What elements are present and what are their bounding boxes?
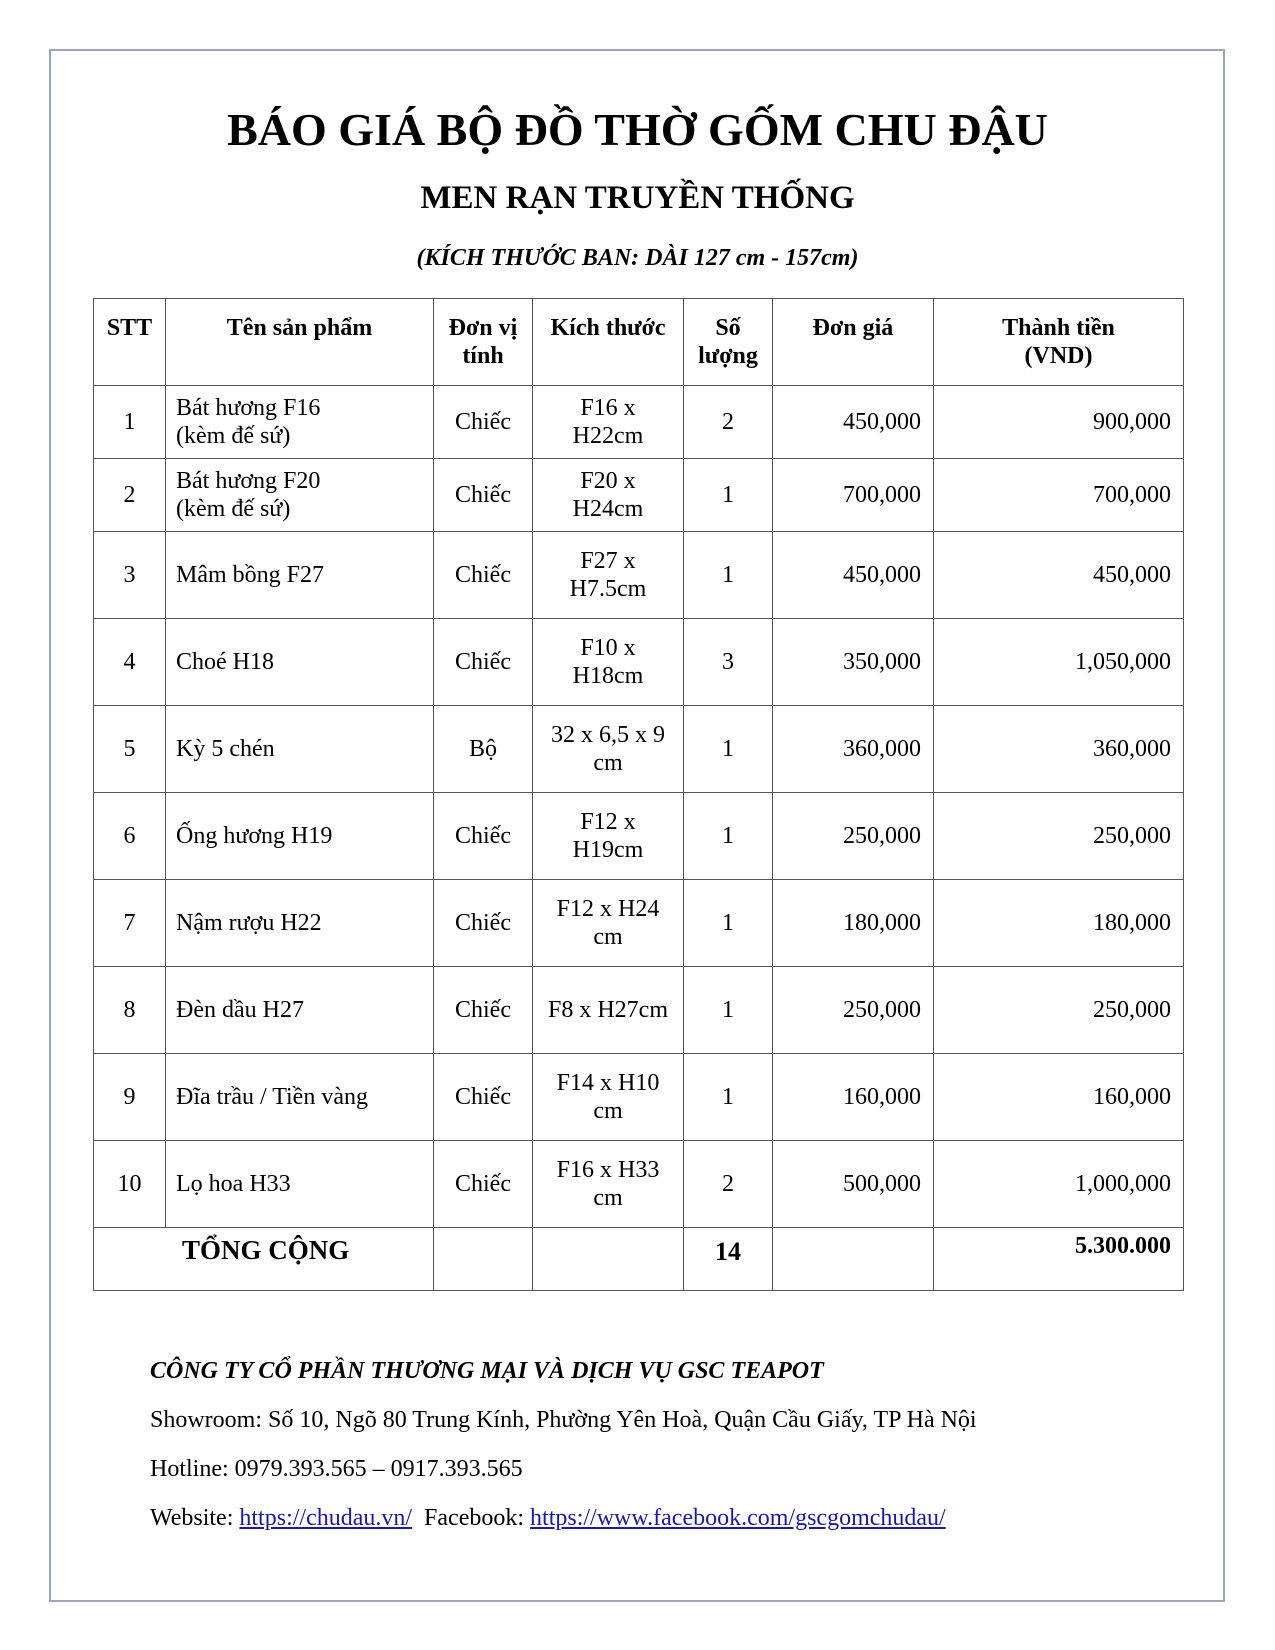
cell-size-text: cm xyxy=(593,924,623,950)
cell-unit-text: Chiếc xyxy=(455,562,511,588)
cell-stt xyxy=(94,386,166,459)
cell-unit-text: Chiếc xyxy=(455,823,511,849)
cell-line-total xyxy=(934,1141,1184,1228)
cell-qty xyxy=(684,967,773,1054)
web-links xyxy=(150,1502,977,1534)
cell-qty xyxy=(684,793,773,880)
cell-unit-price xyxy=(773,706,934,793)
cell-line-total-text: 250,000 xyxy=(1093,997,1171,1023)
table-row xyxy=(94,706,1184,793)
cell-qty xyxy=(684,619,773,706)
table-row xyxy=(94,880,1184,967)
cell-size-text: F16 x xyxy=(580,395,636,421)
cell-unit-price xyxy=(773,1141,934,1228)
cell-size xyxy=(533,1054,684,1141)
cell-stt xyxy=(94,967,166,1054)
cell-line-total xyxy=(934,532,1184,619)
cell-product-name xyxy=(166,1054,434,1141)
total-empty-size xyxy=(533,1228,684,1291)
cell-unit-text: Chiếc xyxy=(455,482,511,508)
cell-unit xyxy=(434,619,533,706)
cell-unit xyxy=(434,793,533,880)
cell-unit-text: Chiếc xyxy=(455,910,511,936)
cell-product-name-text: Kỳ 5 chén xyxy=(176,736,275,762)
cell-size-text: cm xyxy=(593,750,623,776)
cell-size-text: 32 x 6,5 x 9 xyxy=(551,722,665,748)
cell-stt-text: 1 xyxy=(123,409,136,435)
cell-stt xyxy=(94,459,166,532)
cell-qty-text: 1 xyxy=(722,482,734,508)
cell-stt xyxy=(94,1141,166,1228)
cell-size-text: H18cm xyxy=(572,663,644,689)
cell-product-name xyxy=(166,967,434,1054)
table-row xyxy=(94,967,1184,1054)
cell-line-total-text: 1,050,000 xyxy=(1075,649,1171,675)
total-amount: 5.300.000 xyxy=(934,1228,1184,1291)
cell-unit-price-text: 250,000 xyxy=(843,997,921,1023)
cell-qty xyxy=(684,386,773,459)
cell-stt xyxy=(94,532,166,619)
cell-stt xyxy=(94,1054,166,1141)
cell-unit-text: Chiếc xyxy=(455,649,511,675)
company-footer xyxy=(150,1355,977,1534)
cell-line-total-text: 180,000 xyxy=(1093,910,1171,936)
total-qty: 14 xyxy=(684,1228,773,1291)
table-header-row xyxy=(94,299,1184,386)
cell-qty-text: 1 xyxy=(722,1084,734,1110)
cell-product-name-text: Choé H18 xyxy=(176,649,274,675)
cell-qty-text: 1 xyxy=(722,997,734,1023)
header-size: Kích thước xyxy=(533,299,684,386)
cell-line-total-text: 900,000 xyxy=(1093,409,1171,435)
cell-unit xyxy=(434,967,533,1054)
company-name: CÔNG TY CỔ PHẦN THƯƠNG MẠI VÀ DỊCH VỤ GSC TEAPOT xyxy=(150,1358,824,1384)
cell-size-text: H7.5cm xyxy=(569,576,647,602)
cell-unit-price-text: 250,000 xyxy=(843,823,921,849)
cell-size-text: F12 x H24 xyxy=(556,896,660,922)
cell-unit-text: Chiếc xyxy=(455,409,511,435)
cell-stt-text: 4 xyxy=(123,649,136,675)
cell-stt-text: 6 xyxy=(123,823,136,849)
table-row xyxy=(94,793,1184,880)
cell-stt-text: 9 xyxy=(123,1084,136,1110)
size-note: (KÍCH THƯỚC BAN: DÀI 127 cm - 157cm) xyxy=(416,245,859,271)
cell-product-name xyxy=(166,619,434,706)
cell-product-name-text: (kèm đế sứ) xyxy=(176,496,291,522)
cell-unit-price xyxy=(773,532,934,619)
cell-unit-price-text: 160,000 xyxy=(843,1084,921,1110)
cell-size-text: F20 x xyxy=(580,468,636,494)
cell-product-name xyxy=(166,793,434,880)
header-stt: STT xyxy=(94,299,166,386)
cell-product-name xyxy=(166,386,434,459)
cell-product-name-text: Ống hương H19 xyxy=(176,823,333,849)
cell-unit xyxy=(434,386,533,459)
cell-qty-text: 2 xyxy=(722,409,734,435)
cell-qty xyxy=(684,532,773,619)
cell-stt-text: 10 xyxy=(117,1171,142,1197)
cell-qty xyxy=(684,1054,773,1141)
cell-unit-price-text: 500,000 xyxy=(843,1171,921,1197)
total-empty-price xyxy=(773,1228,934,1291)
cell-unit-price xyxy=(773,1054,934,1141)
cell-line-total-text: 250,000 xyxy=(1093,823,1171,849)
cell-unit-text: Chiếc xyxy=(455,1084,511,1110)
cell-size xyxy=(533,880,684,967)
cell-size-text: F8 x H27cm xyxy=(548,997,668,1023)
cell-qty-text: 1 xyxy=(722,823,734,849)
cell-stt xyxy=(94,619,166,706)
cell-qty-text: 1 xyxy=(722,562,734,588)
table-row xyxy=(94,1054,1184,1141)
cell-size-text: F10 x xyxy=(580,635,636,661)
cell-unit xyxy=(434,880,533,967)
cell-size-text: H24cm xyxy=(572,496,644,522)
cell-stt-text: 8 xyxy=(123,997,136,1023)
cell-size xyxy=(533,793,684,880)
cell-qty xyxy=(684,459,773,532)
cell-product-name-text: Đĩa trầu / Tiền vàng xyxy=(176,1084,368,1110)
cell-unit xyxy=(434,459,533,532)
table-row xyxy=(94,1141,1184,1228)
website-link[interactable]: https://chudau.vn/ xyxy=(239,1505,413,1531)
cell-product-name-text: Bát hương F20 xyxy=(176,468,321,494)
header-price: Đơn giá xyxy=(773,299,934,386)
cell-unit-price xyxy=(773,880,934,967)
cell-unit-text: Chiếc xyxy=(455,997,511,1023)
cell-product-name xyxy=(166,532,434,619)
cell-product-name-text: (kèm đế sứ) xyxy=(176,423,291,449)
cell-unit-price-text: 350,000 xyxy=(843,649,921,675)
cell-size-text: F27 x xyxy=(580,548,636,574)
cell-size-text: F12 x xyxy=(580,809,636,835)
cell-size-text: H19cm xyxy=(572,837,644,863)
cell-size xyxy=(533,459,684,532)
cell-unit-price xyxy=(773,386,934,459)
cell-unit-text: Bộ xyxy=(468,736,497,762)
total-row xyxy=(94,1228,1184,1291)
cell-unit xyxy=(434,1141,533,1228)
cell-unit-price xyxy=(773,967,934,1054)
cell-line-total-text: 1,000,000 xyxy=(1075,1171,1171,1197)
cell-line-total-text: 700,000 xyxy=(1093,482,1171,508)
document-subtitle: MEN RẠN TRUYỀN THỐNG xyxy=(420,180,855,216)
cell-product-name-text: Đèn dầu H27 xyxy=(176,997,304,1023)
table-row xyxy=(94,619,1184,706)
cell-stt-text: 7 xyxy=(123,910,136,936)
cell-size-text: cm xyxy=(593,1098,623,1124)
cell-product-name xyxy=(166,880,434,967)
website-label: Website: xyxy=(150,1505,240,1531)
cell-size xyxy=(533,619,684,706)
cell-stt-text: 2 xyxy=(123,482,136,508)
cell-unit-text: Chiếc xyxy=(455,1171,511,1197)
cell-unit-price-text: 180,000 xyxy=(843,910,921,936)
header-unit: Đơn vị tính xyxy=(434,299,533,386)
cell-qty-text: 1 xyxy=(722,736,734,762)
cell-qty-text: 3 xyxy=(722,649,734,675)
total-empty-unit xyxy=(434,1228,533,1291)
cell-unit-price xyxy=(773,459,934,532)
cell-qty xyxy=(684,880,773,967)
cell-size xyxy=(533,532,684,619)
cell-qty xyxy=(684,1141,773,1228)
cell-size xyxy=(533,967,684,1054)
cell-size-text: F16 x H33 xyxy=(556,1157,660,1183)
cell-line-total xyxy=(934,793,1184,880)
cell-size-text: cm xyxy=(593,1185,623,1211)
cell-qty-text: 1 xyxy=(722,910,734,936)
cell-unit xyxy=(434,532,533,619)
cell-stt xyxy=(94,880,166,967)
cell-unit-price-text: 450,000 xyxy=(843,409,921,435)
table-row xyxy=(94,532,1184,619)
cell-line-total xyxy=(934,967,1184,1054)
facebook-label: Facebook: xyxy=(424,1505,531,1531)
cell-line-total xyxy=(934,459,1184,532)
cell-unit xyxy=(434,706,533,793)
cell-stt-text: 3 xyxy=(123,562,136,588)
cell-product-name-text: Bát hương F16 xyxy=(176,395,321,421)
cell-stt xyxy=(94,793,166,880)
cell-unit xyxy=(434,1054,533,1141)
cell-product-name-text: Nậm rượu H22 xyxy=(176,910,322,936)
cell-size-text: F14 x H10 xyxy=(556,1070,660,1096)
cell-line-total xyxy=(934,1054,1184,1141)
cell-product-name-text: Lọ hoa H33 xyxy=(176,1171,291,1197)
table-row xyxy=(94,386,1184,459)
cell-line-total xyxy=(934,880,1184,967)
cell-stt xyxy=(94,706,166,793)
showroom-address: Showroom: Số 10, Ngõ 80 Trung Kính, Phường Yên Hoà, Quận Cầu Giấy, TP Hà Nội xyxy=(150,1407,977,1433)
cell-unit-price-text: 360,000 xyxy=(843,736,921,762)
cell-line-total-text: 450,000 xyxy=(1093,562,1171,588)
cell-product-name xyxy=(166,706,434,793)
cell-qty-text: 2 xyxy=(722,1171,734,1197)
hotline: Hotline: 0979.393.565 – 0917.393.565 xyxy=(150,1456,523,1482)
cell-line-total xyxy=(934,619,1184,706)
cell-line-total-text: 160,000 xyxy=(1093,1084,1171,1110)
price-table xyxy=(93,298,1184,1291)
cell-qty xyxy=(684,706,773,793)
cell-line-total-text: 360,000 xyxy=(1093,736,1171,762)
header-name: Tên sản phẩm xyxy=(166,299,434,386)
header-qty: Số lượng xyxy=(684,299,773,386)
cell-stt-text: 5 xyxy=(123,736,136,762)
cell-unit-price-text: 700,000 xyxy=(843,482,921,508)
cell-size xyxy=(533,706,684,793)
document-title: BÁO GIÁ BỘ ĐỒ THỜ GỐM CHU ĐẬU xyxy=(227,104,1048,155)
cell-line-total xyxy=(934,386,1184,459)
cell-line-total xyxy=(934,706,1184,793)
cell-unit-price xyxy=(773,793,934,880)
cell-unit-price-text: 450,000 xyxy=(843,562,921,588)
total-label: TỔNG CỘNG xyxy=(94,1228,434,1291)
cell-unit-price xyxy=(773,619,934,706)
cell-size xyxy=(533,386,684,459)
cell-size xyxy=(533,1141,684,1228)
table-row xyxy=(94,459,1184,532)
cell-size-text: H22cm xyxy=(572,423,644,449)
cell-product-name-text: Mâm bồng F27 xyxy=(176,562,325,588)
cell-product-name xyxy=(166,1141,434,1228)
cell-product-name xyxy=(166,459,434,532)
header-total: Thành tiền (VND) xyxy=(934,299,1184,386)
facebook-link[interactable]: https://www.facebook.com/gscgomchudau/ xyxy=(530,1505,946,1531)
